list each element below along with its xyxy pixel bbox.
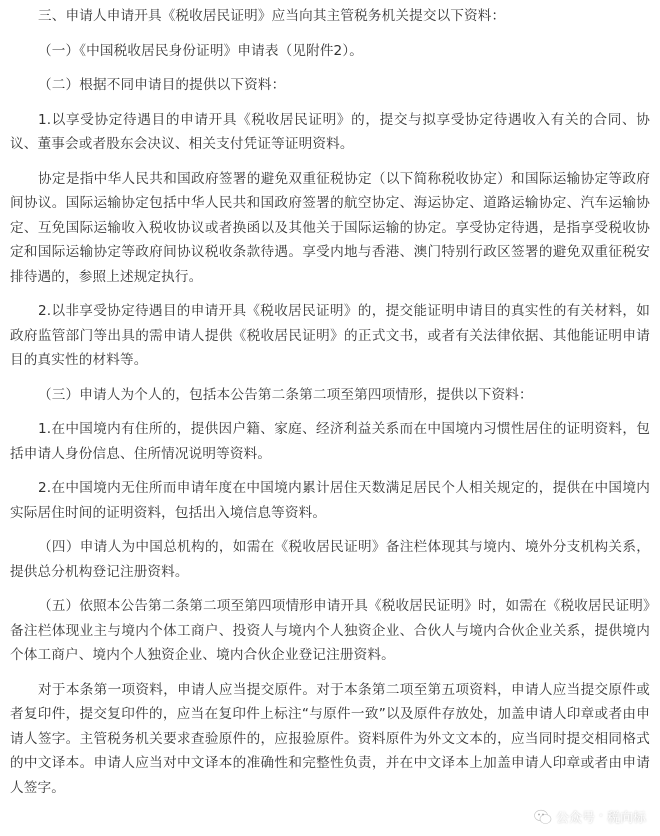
- wechat-icon: [534, 809, 552, 825]
- paragraph-item-three: （三）申请人为个人的，包括本公告第二条第二项至第四项情形，提供以下资料：: [38, 386, 533, 403]
- paragraph-item-two: （二）根据不同申请目的提供以下资料：: [38, 77, 286, 93]
- paragraph-domicile: 1.在中国境内有住所的，提供因户籍、家庭、经济利益关系而在中国境内习惯性居住的证明资料，包括申请人身份信息、住所情况说明等资料。: [10, 421, 650, 462]
- paragraph-treaty-definition: 协定是指中华人民共和国政府签署的避免双重征税协定（以下简称税收协定）和国际运输协定等政府间协议。国际运输协定包括中华人民共和国政府签署的航空协定、海运协定、道路运输协定、汽车运输协定、互免国际运输收入税收协议或者换函以及其他关于国际运输的协定。享受协定待遇，是指享受税收协定和国际运输协定等政府间协议税收条款待遇。享受内地与香港、澳门特别行政区签署的避免双重征税安排待遇的，参照上述规定执行。: [10, 170, 650, 285]
- paragraph-item-four: （四）申请人为中国总机构的，如需在《税收居民证明》备注栏体现其与境内、境外分支机构关系，提供总分机构登记注册资料。: [10, 539, 650, 580]
- paragraph-item-five: （五）依照本公告第二条第二项至第四项情形申请开具《税收居民证明》时，如需在《税收居民证明》备注栏体现业主与境内个体工商户、投资人与境内个人独资企业、合伙人与境内合伙企业关系，提供境内个体工商户、境内个人独资企业、境内合伙企业登记注册资料。: [10, 598, 650, 663]
- watermark-separator: ·: [598, 809, 603, 824]
- paragraph-section-three-heading: 三、申请人申请开具《税收居民证明》应当向其主管税务机关提交以下资料：: [38, 8, 506, 24]
- paragraph-non-treaty-purpose: 2.以非享受协定待遇目的申请开具《税收居民证明》的，提交能证明申请目的真实性的有关材料，如政府监管部门等出具的需申请人提供《税收居民证明》的正式文书，或者有关法律依据、其他能证明申请目的真实性的材料等。: [10, 303, 650, 368]
- paragraph-originals-requirement: 对于本条第一项资料，申请人应当提交原件。对于本条第二项至第五项资料，申请人应当提交原件或者复印件，提交复印件的，应当在复印件上标注“与原件一致”以及原件存放处，加盖申请人印章或者由申请人签字。主管税务机关要求查验原件的，应报验原件。资料原件为外文文本的，应当同时提交相同格式的中文译本。申请人应当对中文译本的准确性和完整性负责，并在中文译本上加盖申请人印章或者由申请人签字。: [10, 681, 650, 796]
- paragraph-treaty-purpose: 1.以享受协定待遇目的申请开具《税收居民证明》的，提交与拟享受协定待遇收入有关的合同、协议、董事会或者股东会决议、相关支付凭证等证明资料。: [10, 111, 650, 152]
- watermark: [534, 807, 646, 826]
- paragraph-item-one: （一）《中国税收居民身份证明》申请表（见附件2）。: [38, 42, 364, 59]
- watermark-prefix: 公众号: [555, 811, 595, 826]
- document-body: [10, 4, 650, 800]
- paragraph-no-domicile: 2.在中国境内无住所而申请年度在中国境内累计居住天数满足居民个人相关规定的，提供在中国境内实际居住时间的证明资料，包括出入境信息等资料。: [10, 480, 650, 521]
- watermark-account: 税向标: [606, 811, 646, 826]
